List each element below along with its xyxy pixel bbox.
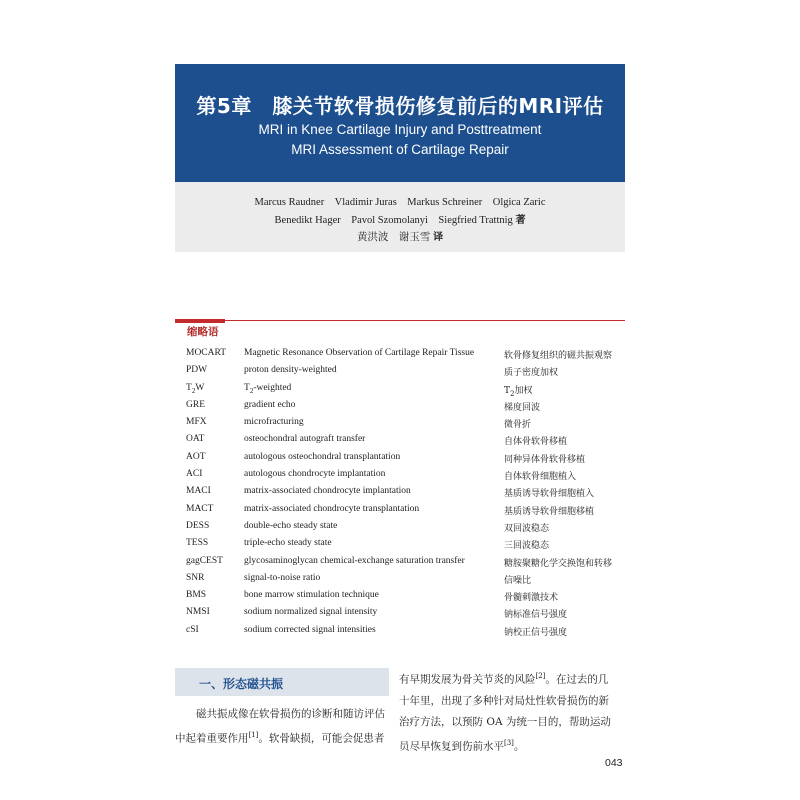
chapter-header-banner xyxy=(175,64,625,182)
abbreviation-code: $T_2W$ xyxy=(186,382,205,395)
abbreviation-english: matrix-associated chondrocyte implantation xyxy=(244,486,411,497)
abbreviation-chinese: 同种异体骨软骨移植 xyxy=(504,454,586,465)
chapter-title: 第5章 膝关节软骨损伤修复前后的MRI评估 xyxy=(196,94,604,118)
abbreviation-chinese: 骨髓刺激技术 xyxy=(504,593,559,604)
translators-role: 译 xyxy=(433,232,444,243)
english-title xyxy=(175,120,625,160)
abbreviation-row xyxy=(186,417,631,434)
abbreviation-code: BMS xyxy=(186,590,207,601)
english-title-line-2: MRI Assessment of Cartilage Repair xyxy=(291,142,509,157)
english-title-line-1: MRI in Knee Cartilage Injury and Posttreatment xyxy=(258,122,542,137)
paragraph-line: 有早期发展为骨关节炎的风险[2]。在过去的几 xyxy=(399,672,609,686)
abbreviation-chinese: 钠标准信号强度 xyxy=(504,610,568,621)
heading-rule xyxy=(175,320,625,321)
abbreviation-english: double-echo steady state xyxy=(244,520,338,531)
body-column-left xyxy=(175,704,389,750)
paragraph-line: 十年里，出现了多种针对局灶性软骨损伤的新 xyxy=(399,694,609,707)
paragraph-line: 治疗方法，以预防 OA 为统一目的，帮助运动 xyxy=(399,715,611,728)
abbreviation-row xyxy=(186,504,631,521)
abbreviation-code: MACT xyxy=(186,503,214,514)
abbreviations-heading: 缩略语 xyxy=(187,326,219,338)
abbreviation-row xyxy=(186,469,631,486)
abbreviation-english: Magnetic Resonance Observation of Cartilage Repair Tissue xyxy=(244,348,475,358)
abbreviation-code: MOCART xyxy=(186,348,227,358)
abbreviation-code: SNR xyxy=(186,572,205,583)
abbreviation-english: triple-echo steady state xyxy=(244,538,332,549)
abbreviation-code: OAT xyxy=(186,434,205,445)
authors-line-1: Marcus Raudner Vladimir Juras Markus Schreiner Olgica Zaric xyxy=(254,197,546,208)
abbreviation-code: NMSI xyxy=(186,607,210,618)
abbreviation-english: gradient echo xyxy=(244,399,296,410)
abbreviation-row xyxy=(186,556,631,573)
abbreviation-row xyxy=(186,486,631,503)
abbreviation-row xyxy=(186,607,631,624)
abbreviation-english: autologous osteochondral transplantation xyxy=(244,451,401,462)
abbreviation-row xyxy=(186,521,631,538)
abbreviation-chinese: 微骨折 xyxy=(504,420,532,431)
abbreviation-code: cSI xyxy=(186,624,199,635)
abbreviation-row xyxy=(186,365,631,382)
abbreviations-heading-bar xyxy=(175,321,625,339)
abbreviation-row xyxy=(186,538,631,555)
abbreviation-english: osteochondral autograft transfer xyxy=(244,434,366,445)
abbreviation-english: $T_2$-weighted xyxy=(244,382,292,395)
abbreviation-english: autologous chondrocyte implantation xyxy=(244,469,386,480)
authors-role: 著 xyxy=(515,215,526,226)
abbreviation-row xyxy=(186,383,631,400)
abbreviation-code: MACI xyxy=(186,486,211,497)
authors-line-2-names: Benedikt Hager Pavol Szomolanyi Siegfried Trattnig xyxy=(274,215,513,226)
abbreviation-code: PDW xyxy=(186,365,208,376)
section-heading: 一、形态磁共振 xyxy=(199,677,284,691)
abbreviation-chinese: 质子密度加权 xyxy=(504,368,559,379)
abbreviation-code: GRE xyxy=(186,399,205,410)
abbreviation-chinese: 基质诱导软骨细胞植入 xyxy=(504,489,595,500)
abbreviation-english: bone marrow stimulation technique xyxy=(244,590,379,601)
abbreviations-table xyxy=(186,348,631,642)
paragraph-line: 磁共振成像在软骨损伤的诊断和随访评估 xyxy=(196,708,385,720)
section-heading-box xyxy=(175,668,389,696)
abbreviation-row xyxy=(186,348,631,365)
abbreviation-chinese: 基质诱导软骨细胞移植 xyxy=(504,506,595,517)
authors-block xyxy=(175,182,625,252)
abbreviation-row xyxy=(186,625,631,642)
abbreviation-chinese: $T_2$加权 xyxy=(504,385,533,398)
abbreviation-code: TESS xyxy=(186,538,209,549)
paragraph-line: 中起着重要作用[1]。软骨缺损，可能会促患者 xyxy=(175,731,385,745)
page-number: 043 xyxy=(605,757,623,769)
abbreviation-chinese: 钠校正信号强度 xyxy=(504,627,568,638)
abbreviation-code: DESS xyxy=(186,520,210,531)
abbreviation-row xyxy=(186,434,631,451)
abbreviation-row xyxy=(186,590,631,607)
abbreviation-code: MFX xyxy=(186,417,207,428)
abbreviation-chinese: 三回波稳态 xyxy=(504,541,550,552)
abbreviation-chinese: 信噪比 xyxy=(504,575,532,586)
abbreviation-chinese: 自体软骨细胞植入 xyxy=(504,472,577,483)
abbreviation-chinese: 自体骨软骨移植 xyxy=(504,437,568,448)
abbreviation-row xyxy=(186,573,631,590)
abbreviation-code: gagCEST xyxy=(186,555,223,566)
abbreviation-row xyxy=(186,400,631,417)
abbreviation-chinese: 双回波稳态 xyxy=(504,523,550,534)
authors-line-2 xyxy=(175,211,625,227)
abbreviation-english: signal-to-noise ratio xyxy=(244,572,321,583)
abbreviation-row xyxy=(186,452,631,469)
abbreviation-chinese: 梯度回波 xyxy=(504,402,541,413)
abbreviation-english: sodium normalized signal intensity xyxy=(244,607,378,618)
abbreviation-chinese: 糖胺聚糖化学交换饱和转移 xyxy=(504,558,613,569)
abbreviation-english: microfracturing xyxy=(244,417,304,428)
abbreviation-english: proton density-weighted xyxy=(244,365,337,376)
abbreviation-code: ACI xyxy=(186,469,203,480)
heading-accent xyxy=(175,319,225,323)
abbreviation-code: AOT xyxy=(186,451,206,462)
abbreviation-english: sodium corrected signal intensities xyxy=(244,624,376,635)
abbreviation-chinese: 软骨修复组织的磁共振观察 xyxy=(504,351,613,361)
translators-names: 黄洪波 谢玉雪 xyxy=(356,232,431,243)
translators-line xyxy=(175,228,625,244)
body-column-right xyxy=(399,666,625,757)
abbreviation-english: glycosaminoglycan chemical-exchange saturation transfer xyxy=(244,555,465,566)
paragraph-line: 员尽早恢复到伤前水平[3]。 xyxy=(399,738,525,752)
abbreviation-english: matrix-associated chondrocyte transplantation xyxy=(244,503,420,514)
